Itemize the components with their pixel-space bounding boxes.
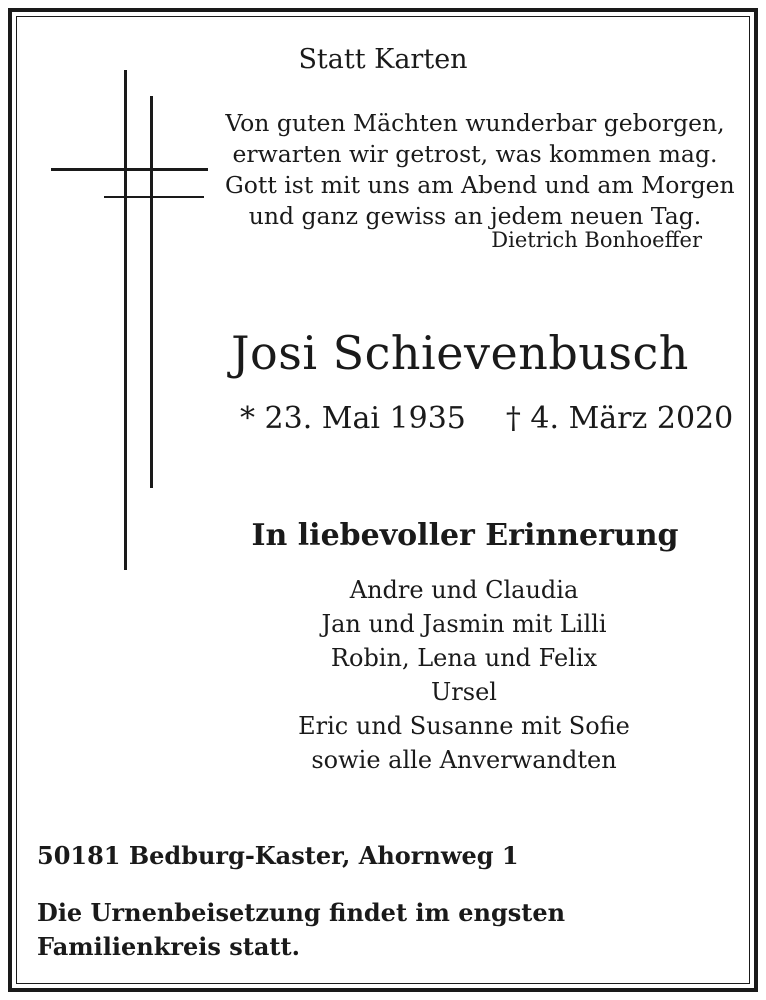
life-dates: [240, 401, 734, 436]
mourner-line: sowie alle Anverwandten: [311, 746, 617, 774]
poem-line: Gott ist mit uns am Abend und am Morgen: [225, 171, 735, 199]
mourner-line: Eric und Susanne mit Sofie: [298, 712, 630, 740]
address: 50181 Bedburg-Kaster, Ahornweg 1: [37, 841, 519, 870]
mourner-line: Andre und Claudia: [349, 576, 579, 604]
birth-date: * 23. Mai 1935: [240, 401, 466, 436]
deceased-name: Josi Schievenbusch: [231, 326, 689, 380]
memory-heading: In liebevoller Erinnerung: [251, 518, 679, 553]
burial-notice: Die Urnenbeisetzung findet im engsten Familienkreis statt.: [37, 898, 566, 961]
cross-vertical-short: [150, 96, 153, 488]
death-date: † 4. März 2020: [505, 401, 734, 436]
mourners-list: [264, 573, 664, 777]
mourner-line: Ursel: [431, 678, 497, 706]
poem-author: Dietrich Bonhoeffer: [491, 228, 702, 252]
poem: [225, 108, 735, 232]
poem-line: Von guten Mächten wunderbar geborgen,: [225, 109, 725, 137]
cross-vertical-long: [124, 70, 127, 570]
poem-line: und ganz gewiss an jedem neuen Tag.: [248, 202, 702, 230]
statt-karten: Statt Karten: [298, 44, 468, 75]
mourner-line: Jan und Jasmin mit Lilli: [321, 610, 607, 638]
poem-line: erwarten wir getrost, was kommen mag.: [232, 140, 718, 168]
cross-horizontal-long: [51, 168, 208, 171]
cross-horizontal-short: [104, 196, 204, 198]
mourner-line: Robin, Lena und Felix: [330, 644, 598, 672]
